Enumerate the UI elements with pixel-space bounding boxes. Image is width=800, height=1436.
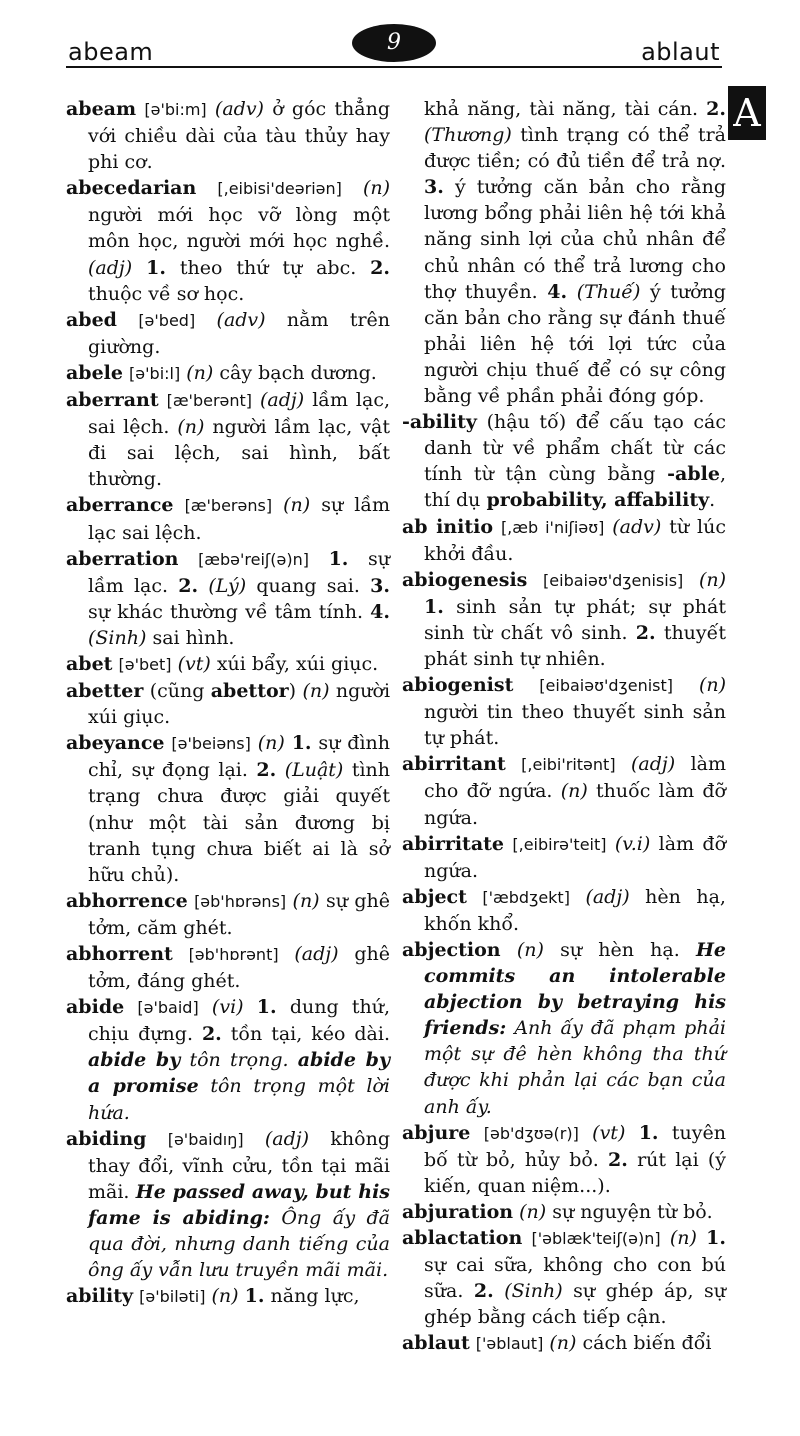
definition: sự cai sữa, không cho con bú sữa. (424, 1254, 726, 1303)
headword: abet (66, 652, 113, 675)
variant-headword: abettor (210, 680, 289, 703)
sense-number: 1. (256, 996, 277, 1019)
sense-number: 1. (706, 1227, 726, 1250)
sense-number: 1. (638, 1121, 659, 1144)
part-of-speech: (adv) (612, 515, 662, 538)
sense-number: 1. (424, 595, 444, 618)
part-of-speech: (adj) (294, 943, 339, 965)
variant-note: (cũng abettor) (149, 680, 297, 703)
definition: tuyên bố từ bỏ, hủy bỏ. (424, 1121, 726, 1171)
definition: cây bạch dương. (219, 361, 377, 384)
sense-number: 2. (256, 759, 277, 782)
definition: (hậu tố) để cấu tạo các danh từ về phẩm chất từ các tính từ tận cùng bằng (424, 411, 727, 486)
definition: cách biến đổi (582, 1332, 712, 1355)
headword: -ability (402, 411, 477, 434)
entry-aberrance (66, 492, 390, 545)
entry-ability (66, 1283, 390, 1310)
part-of-speech: (adj) (630, 753, 676, 776)
definition: thuốc làm đỡ ngứa. (424, 780, 726, 829)
entry-abed (66, 307, 390, 360)
headword: abecedarian (66, 177, 197, 200)
part-of-speech: (n) (292, 889, 320, 912)
headword: abhorrent (66, 943, 173, 965)
part-of-speech: (adj) (585, 885, 630, 908)
definition: người mới học vỡ lòng một môn học, người mới học nghề. (88, 204, 390, 253)
field-label: (Thương) (424, 124, 512, 147)
headword: abiding (66, 1127, 147, 1150)
pronunciation: [,æb i'niʃiəʊ] (500, 517, 605, 537)
definition: sự lầm lạc sai lệch. (88, 494, 391, 544)
pronunciation: [ə'bed] (138, 310, 196, 330)
headword: abed (66, 308, 117, 331)
entry-abjure (402, 1120, 726, 1199)
pronunciation: [ə'beiəns] (171, 734, 251, 754)
part-of-speech: (vi) (211, 996, 244, 1019)
sense-number: 1. (244, 1285, 265, 1308)
part-of-speech: (n) (257, 732, 285, 755)
definition: sự hèn hạ. (560, 939, 680, 961)
entry-abecedarian (66, 175, 390, 306)
example-translation: Ông ấy đã qua đời, nhưng danh tiếng của ông ấy vẫn lưu truyền mãi mãi. (88, 1206, 390, 1282)
example-translation: Anh ấy đã phạm phải một sự đê hèn không tha thứ được khi phản lại các bạn của anh ấy. (424, 1017, 726, 1118)
pronunciation: [æ'berənt] (166, 391, 253, 411)
headword: abiogenesis (402, 568, 528, 591)
part-of-speech: (n) (698, 674, 726, 697)
definition: người lầm lạc, vật đi sai lệch, sai hình, bất thường. (88, 416, 390, 491)
phrase: abide by (88, 1049, 181, 1072)
part-of-speech: (n) (519, 1200, 547, 1223)
part-of-speech: (n) (669, 1227, 697, 1250)
definition: sự đình chỉ, sự đọng lại. (88, 732, 390, 782)
headword: abhorrence (66, 889, 188, 912)
field-label: (Lý) (208, 574, 247, 597)
pronunciation: [ə'biləti] (139, 1287, 206, 1307)
entry-abhorrence (66, 888, 390, 941)
pronunciation: [əb'hɒrəns] (194, 891, 287, 911)
part-of-speech: (v.i) (614, 832, 651, 855)
letter-thumb-tab: A (728, 86, 766, 140)
headword: abjure (402, 1121, 471, 1144)
definition: dung thứ, chịu đựng. (88, 996, 390, 1046)
definition: thuyết phát sinh tự nhiên. (424, 621, 726, 670)
pronunciation: [ə'baid] (137, 998, 199, 1018)
sense-number: 4. (547, 280, 568, 303)
headword: ability (66, 1285, 134, 1308)
field-label: (Sinh) (504, 1280, 563, 1303)
headword: aberration (66, 547, 179, 570)
headword: ab initio (402, 515, 494, 538)
part-of-speech: (adj) (264, 1127, 310, 1150)
headword: abetter (66, 680, 144, 703)
entry-abirritant (402, 751, 726, 830)
pronunciation: [ə'bi:m] (144, 100, 207, 119)
part-of-speech: (n) (177, 416, 205, 439)
definition: quang sai. (256, 574, 360, 597)
left-column (66, 96, 390, 1310)
entry-ablaut (402, 1330, 726, 1357)
definition: xúi bẩy, xúi giục. (216, 652, 379, 675)
pronunciation: ['æbdʒekt] (482, 887, 570, 907)
sense-number: 2. (635, 621, 656, 644)
phrase: abide by a promise (88, 1049, 390, 1098)
definition: tồn tại, kéo dài. (230, 1023, 391, 1046)
definition: ghê tởm, đáng ghét. (88, 943, 390, 993)
definition: sự khác thường về tâm tính. (88, 600, 363, 623)
pronunciation: [əb'hɒrənt] (188, 945, 279, 964)
definition: sự ghê tởm, căm ghét. (88, 889, 390, 939)
sense-number: 2. (178, 574, 199, 597)
example-sentence: He passed away, but his fame is abiding: (88, 1180, 390, 1229)
definition: tình trạng có thể trả được tiền; có đủ tiền để trả nợ. (424, 124, 726, 173)
entry-aberration (66, 546, 390, 651)
sense-number: 2. (706, 98, 726, 120)
definition: ý tưởng căn bản cho rằng sự đánh thuế phải liên hệ tới lợi tức của người chịu thuế để có sự công bằng về phần phải đóng góp. (424, 280, 726, 408)
pronunciation: [ə'bi:l] (129, 363, 181, 383)
entry-abiding (66, 1126, 390, 1284)
entry-ability-continued (402, 96, 726, 409)
example-sentence: He commits an intolerable abjection by betraying his friends: (424, 939, 727, 1040)
part-of-speech: (n) (302, 680, 330, 703)
definition: người tin theo thuyết sinh sản tự phát. (424, 701, 726, 750)
phrase-translation: tôn trọng. (189, 1049, 289, 1072)
pronunciation: [,eibisi'deəriən] (217, 179, 342, 199)
part-of-speech: (n) (549, 1332, 577, 1355)
sense-number: 1. (291, 732, 312, 755)
part-of-speech: (adj) (88, 256, 133, 279)
pronunciation: [əb'dʒʊə(r)] (483, 1123, 579, 1143)
pronunciation: ['əblaut] (475, 1334, 544, 1354)
part-of-speech: (n) (560, 780, 588, 803)
part-of-speech: (adv) (216, 308, 266, 331)
entry-aberrant (66, 387, 390, 492)
headword: abjuration (402, 1200, 514, 1223)
entry-abele (66, 360, 390, 387)
sense-number: 2. (201, 1023, 222, 1046)
definition: sinh sản tự phát; sự phát sinh từ chất vô sinh. (424, 595, 726, 644)
part-of-speech: (n) (698, 568, 726, 591)
entry-abiogenist (402, 672, 726, 751)
entry-abetter (66, 678, 390, 730)
sense-number: 3. (370, 574, 390, 597)
guide-word-left: abeam (68, 38, 154, 66)
definition: sự ghép áp, sự ghép bằng cách tiếp cận. (424, 1280, 726, 1329)
entry-abiogenesis (402, 567, 726, 672)
definition: sự lầm lạc. (88, 547, 390, 597)
pronunciation: [eibaiəʊ'dʒenist] (539, 676, 674, 696)
headword: abide (66, 996, 125, 1019)
definition: làm đỡ ngứa. (424, 832, 727, 882)
keyword: -able (667, 463, 720, 486)
definition: sự nguyện từ bỏ. (552, 1200, 713, 1223)
definition: ý tưởng căn bản cho rằng lương bổng phải liên hệ tới khả năng sinh lợi của chủ nhân để chủ nhân có thể trả lương cho thợ thuyền. (424, 176, 726, 303)
sense-number: 2. (608, 1148, 628, 1171)
definition: từ lúc khởi đầu. (424, 515, 726, 565)
entry-abjuration (402, 1199, 726, 1225)
definition: lầm lạc, sai lệch. (88, 389, 391, 439)
entry-abirritate (402, 831, 726, 884)
pronunciation: [,eibi'ritənt] (521, 755, 616, 775)
part-of-speech: (adv) (214, 98, 264, 120)
sense-number: 2. (370, 256, 391, 279)
pronunciation: [ə'baidıŋ] (167, 1129, 244, 1149)
definition: tình trạng chưa được giải quyết (như một tài sản đương bị tranh tụng chưa biết ai là sở hữu chủ). (88, 759, 390, 886)
entry-abeyance (66, 730, 390, 888)
sense-number: 1. (328, 547, 349, 570)
entry-abhorrent (66, 941, 390, 994)
part-of-speech: (adj) (260, 389, 305, 412)
headword: abeyance (66, 732, 165, 755)
definition: ở góc thẳng với chiều dài của tàu thủy hay phi cơ. (88, 98, 390, 174)
part-of-speech: (n) (283, 494, 311, 517)
entry-ablactation (402, 1225, 726, 1330)
headword: abject (402, 885, 467, 908)
sense-number: 1. (146, 256, 166, 279)
field-label: (Sinh) (88, 626, 147, 649)
pronunciation: [æbə'reiʃ(ə)n] (198, 549, 310, 569)
part-of-speech: (vt) (177, 652, 211, 675)
headword: ablaut (402, 1332, 470, 1355)
headword: aberrant (66, 389, 159, 412)
headword: aberrance (66, 494, 174, 517)
sense-number: 4. (370, 600, 390, 623)
headword: abele (66, 361, 123, 384)
pronunciation: [æ'berəns] (184, 496, 273, 516)
entry-abet (66, 651, 390, 678)
definition: sai hình. (152, 626, 235, 649)
definition: nằm trên giường. (88, 308, 391, 358)
pronunciation: ['əblæk'teiʃ(ə)n] (531, 1229, 661, 1249)
part-of-speech: (n) (516, 939, 544, 961)
entry-abide (66, 994, 390, 1125)
entry-abject (402, 884, 726, 937)
phrase-translation: tôn trọng một lời hứa. (88, 1075, 390, 1124)
sense-number: 2. (473, 1280, 494, 1303)
definition: thuộc về sơ học. (88, 282, 245, 305)
definition: năng lực, (270, 1285, 360, 1308)
guide-word-right: ablaut (641, 38, 720, 66)
definition: người xúi giục. (88, 680, 391, 729)
punctuation: . (709, 489, 716, 512)
sense-number: 3. (424, 176, 444, 199)
headword: ablactation (402, 1227, 523, 1250)
definition: theo thứ tự abc. (179, 256, 357, 279)
field-label: (Luật) (284, 759, 344, 782)
pronunciation: [,eibirə'teit] (512, 834, 607, 854)
definition: không thay đổi, vĩnh cửu, tồn tại mãi mãi. (88, 1127, 390, 1203)
headword: abjection (402, 939, 501, 961)
entry-abeam (66, 96, 390, 175)
page-number: 9 (352, 24, 436, 62)
entry-abjection (402, 937, 726, 1120)
keyword: probability, affability (486, 489, 710, 512)
field-label: (Thuế) (576, 280, 641, 303)
pronunciation: [ə'bet] (118, 654, 172, 674)
definition: , thí dụ (424, 463, 726, 512)
header-rule (66, 66, 722, 68)
definition: làm cho đỡ ngứa. (424, 753, 727, 803)
part-of-speech: (n) (211, 1285, 239, 1308)
headword: abeam (66, 98, 137, 120)
headword: abirritate (402, 832, 505, 855)
pronunciation: [eibaiəʊ'dʒenisis] (543, 570, 684, 590)
definition: hèn hạ, khốn khổ. (424, 885, 726, 935)
right-column (402, 96, 726, 1358)
entry-ab-initio (402, 514, 726, 567)
entry-suffix-ability (402, 409, 726, 513)
definition: khả năng, tài năng, tài cán. (424, 98, 699, 120)
part-of-speech: (n) (362, 177, 391, 200)
definition: rút lại (ý kiến, quan niệm...). (424, 1148, 727, 1197)
part-of-speech: (n) (186, 361, 214, 384)
headword: abiogenist (402, 674, 514, 697)
headword: abirritant (402, 753, 506, 776)
part-of-speech: (vt) (592, 1121, 626, 1144)
